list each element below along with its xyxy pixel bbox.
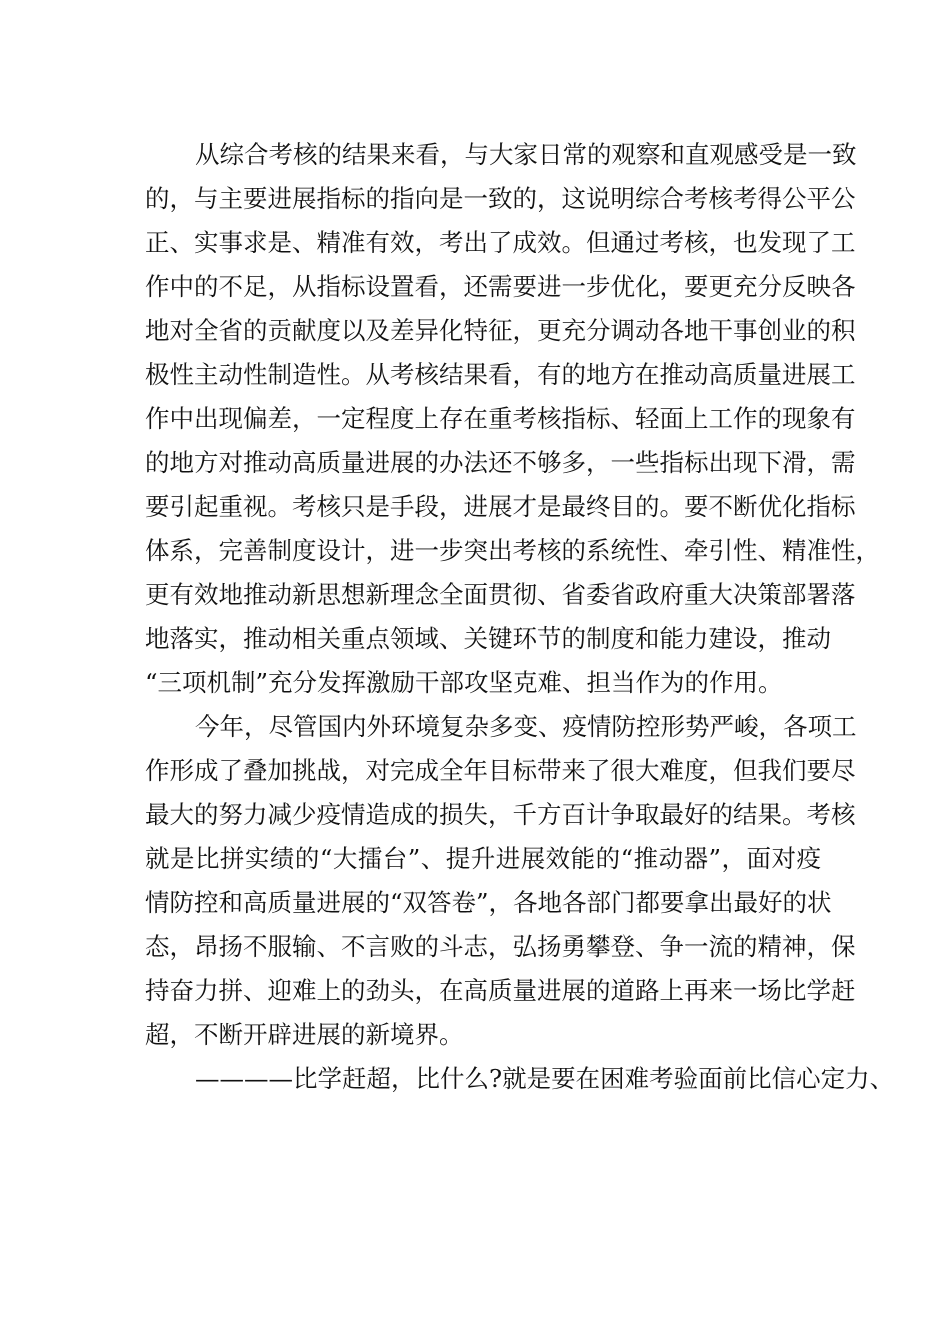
text-line: 持奋力拼、迎难上的劲头，在高质量进展的道路上再来一场比学赶: [145, 976, 856, 1005]
text-line: ————比学赶超，比什么?就是要在困难考验面前比信心定力、: [195, 1064, 895, 1093]
text-line: 作中出现偏差，一定程度上存在重考核指标、轻面上工作的现象有: [145, 404, 856, 433]
text-line: 地对全省的贡献度以及差异化特征，更充分调动各地干事创业的积: [145, 316, 856, 345]
paragraph: [145, 1057, 895, 1101]
text-line: 的地方对推动高质量进展的办法还不够多，一些指标出现下滑，需: [145, 448, 856, 477]
body-text: [145, 133, 895, 1101]
paragraph: [145, 705, 857, 1057]
text-line: 地落实，推动相关重点领域、关键环节的制度和能力建设，推动: [145, 624, 831, 653]
text-line: 作形成了叠加挑战，对完成全年目标带来了很大难度，但我们要尽: [145, 756, 856, 785]
text-line: 极性主动性制造性。从考核结果看，有的地方在推动高质量进展工: [145, 360, 856, 389]
text-line: 超，不断开辟进展的新境界。: [145, 1020, 464, 1049]
text-line: “三项机制”充分发挥激励干部攻坚克难、担当作为的作用。: [145, 668, 783, 697]
text-line: 更有效地推动新思想新理念全面贯彻、省委省政府重大决策部署落: [145, 580, 856, 609]
text-line: 的，与主要进展指标的指向是一致的，这说明综合考核考得公平公: [145, 184, 856, 213]
text-line: 情防控和高质量进展的“双答卷”，各地各部门都要拿出最好的状: [145, 888, 832, 917]
text-line: 最大的努力减少疫情造成的损失，千方百计争取最好的结果。考核: [145, 800, 856, 829]
text-line: 体系，完善制度设计，进一步突出考核的系统性、牵引性、精准性，: [145, 536, 880, 565]
text-line: 态，昂扬不服输、不言败的斗志，弘扬勇攀登、争一流的精神，保: [145, 932, 856, 961]
text-line: 从综合考核的结果来看，与大家日常的观察和直观感受是一致: [195, 140, 857, 169]
paragraph: [145, 133, 880, 705]
text-line: 今年，尽管国内外环境复杂多变、疫情防控形势严峻，各项工: [195, 712, 857, 741]
text-line: 作中的不足，从指标设置看，还需要进一步优化，要更充分反映各: [145, 272, 856, 301]
text-line: 要引起重视。考核只是手段，进展才是最终目的。要不断优化指标: [145, 492, 856, 521]
text-line: 就是比拼实绩的“大擂台”、提升进展效能的“推动器”，面对疫: [145, 844, 821, 873]
text-line: 正、实事求是、精准有效，考出了成效。但通过考核，也发现了工: [145, 228, 856, 257]
